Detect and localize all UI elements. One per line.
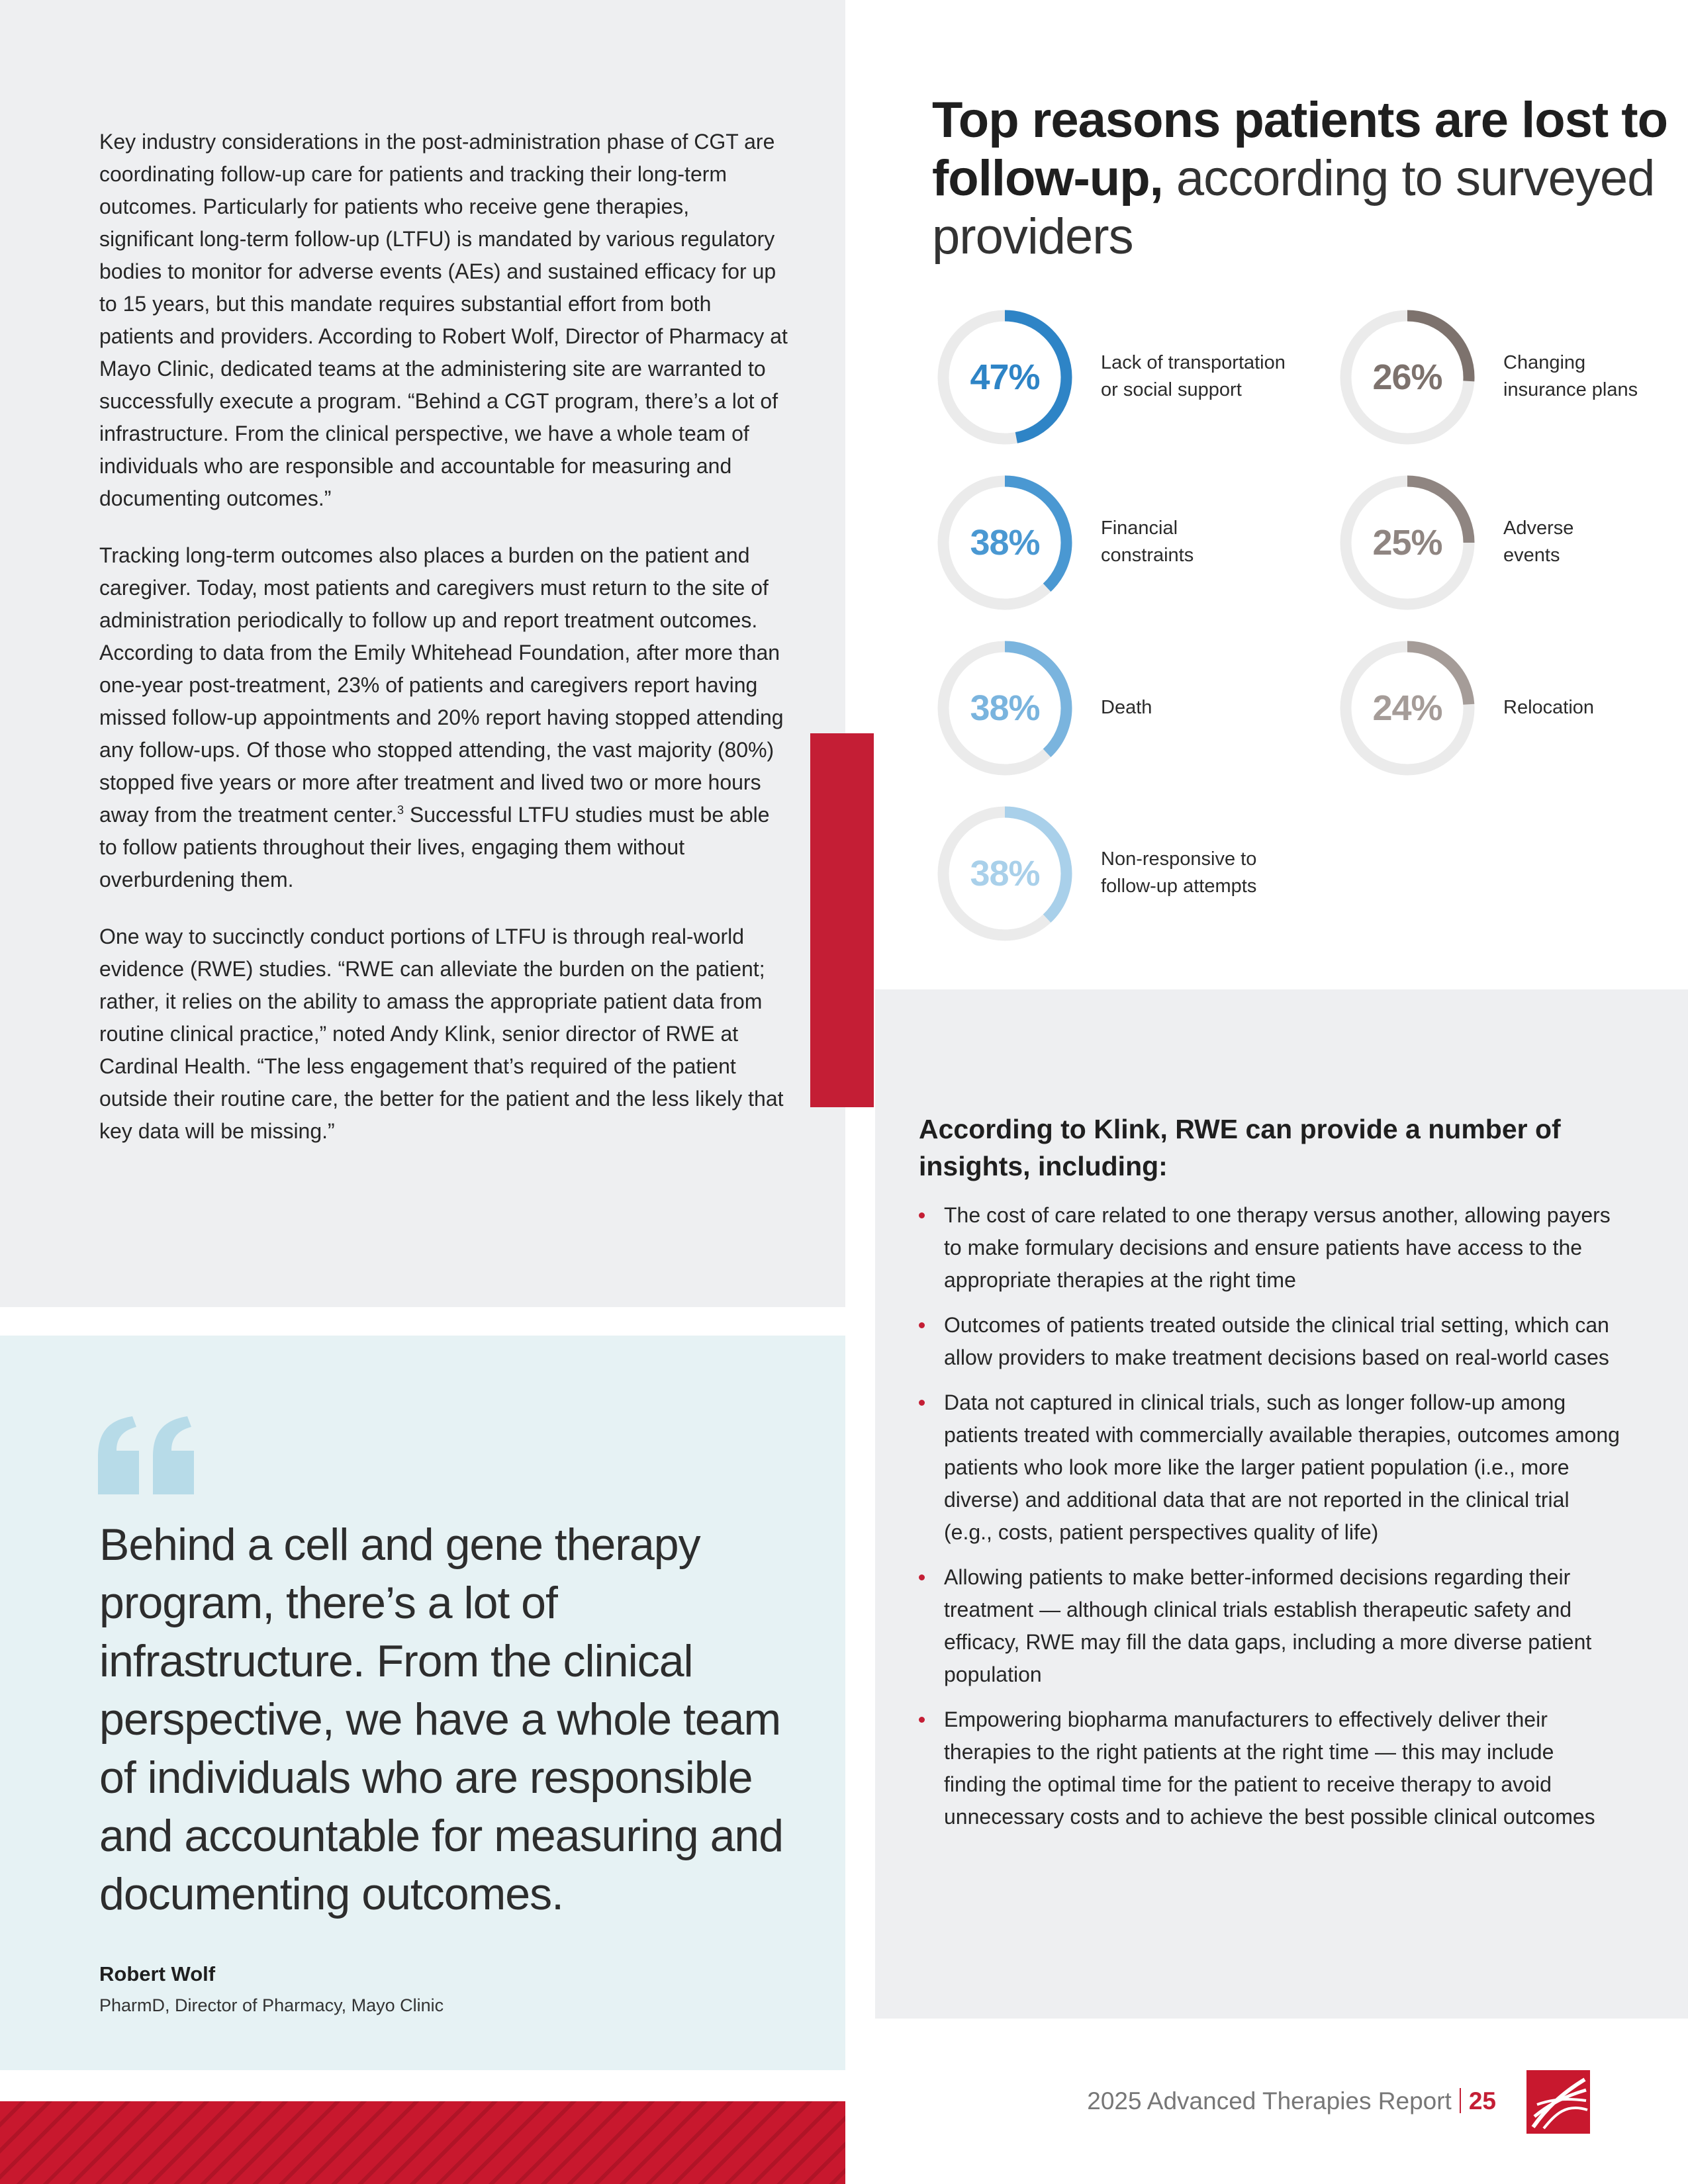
donut-label-line: Relocation <box>1503 697 1595 718</box>
pull-quote-text: Behind a cell and gene therapy program, there’s a lot of infrastructure. From the clinical perspective, we have a whole team of individuals who are responsible and accountable for measuring and documenting outcomes. <box>99 1520 784 1919</box>
bullet-icon <box>919 1574 925 1580</box>
red-hatch-band <box>0 2101 845 2184</box>
donut-percent: 38% <box>970 688 1040 728</box>
donut-percent: 24% <box>1372 688 1442 728</box>
list-item: Empowering biopharma manufacturers to effectively deliver their therapies to the right patients at the right time — this may include finding the optimal time for the patient to receive therapy to avoid unnecessary costs and to achieve the best possible clinical outcomes <box>919 1704 1620 1833</box>
donut-label <box>1101 694 1152 721</box>
body-text <box>99 126 788 1172</box>
donut-item <box>1335 635 1688 781</box>
donut-label-line: Financial <box>1101 518 1178 539</box>
list-item: Allowing patients to make better-informed decisions regarding their treatment — although clinical trials establish therapeutic safety and efficacy, RWE may fill the data gaps, including a more diverse patient population <box>919 1561 1620 1691</box>
list-item: Outcomes of patients treated outside the clinical trial setting, which can allow providers to make treatment decisions based on real-world cases <box>919 1309 1620 1374</box>
insights-list <box>919 1199 1620 1833</box>
bullet-icon <box>919 1322 925 1328</box>
body-paragraph-1: Key industry considerations in the post-administration phase of CGT are coordinating follow-up care for patients and tracking their long-term outcomes. Particularly for patients who receive gene therapies, significant long-term follow-up (LTFU) is mandated by various regulatory bodies to monitor for adverse events (AEs) and sustained efficacy for up to 15 years, but this mandate requires substantial effort from both patients and providers. According to Robert Wolf, Director of Pharmacy at Mayo Clinic, dedicated teams at the administering site are warranted to successfully execute a program. “Behind a CGT program, there’s a lot of infrastructure. From the clinical perspective, we have a whole team of individuals who are responsible and accountable for measuring and documenting outcomes.” <box>99 130 788 510</box>
donut-percent: 47% <box>970 357 1040 397</box>
donut-label-line: follow-up attempts <box>1101 876 1257 897</box>
list-item: The cost of care related to one therapy versus another, allowing payers to make formulary decisions and ensure patients have access to the appropriate therapies at the right time <box>919 1199 1620 1297</box>
bullet-icon <box>919 1717 925 1723</box>
donut-label-line: Changing <box>1503 352 1586 373</box>
donut-item <box>932 801 1303 946</box>
report-title: 2025 Advanced Therapies Report <box>1087 2087 1452 2115</box>
donut-label-line: events <box>1503 545 1560 566</box>
list-item: Data not captured in clinical trials, such as longer follow-up among patients treated with commercially available therapies, outcomes among patients who look more like the larger patient population (i.e., more diverse) and additional data that are not reported in the clinical trial (e.g., costs, patient perspectives quality of life) <box>919 1387 1620 1549</box>
insights-section <box>919 1111 1620 1846</box>
donut-item <box>1335 470 1688 615</box>
footer-separator <box>1460 2088 1461 2113</box>
quote-author-name: Robert Wolf <box>99 1962 216 1985</box>
donut-item <box>932 304 1303 450</box>
donut-label-line: Non-responsive to <box>1101 848 1257 870</box>
page-footer <box>1033 2085 1496 2118</box>
donut-percent: 25% <box>1372 523 1442 563</box>
donut-label <box>1101 846 1256 900</box>
donut-percent: 38% <box>970 523 1040 563</box>
insights-heading: According to Klink, RWE can provide a number of insights, including: <box>919 1114 1561 1181</box>
donut-label <box>1503 515 1573 569</box>
donut-label-line: Death <box>1101 697 1152 718</box>
donut-label <box>1503 694 1594 721</box>
donut-item <box>932 635 1303 781</box>
bullet-icon <box>919 1400 925 1406</box>
footnote-ref: 3 <box>397 803 404 817</box>
donut-label <box>1101 349 1286 404</box>
quote-mark-icon <box>98 1416 194 1494</box>
cardinal-health-logo-icon <box>1526 2070 1590 2134</box>
donut-label-line: constraints <box>1101 545 1194 566</box>
body-paragraph-3: One way to succinctly conduct portions of LTFU is through real-world evidence (RWE) studies. “RWE can alleviate the burden on the patient; rather, it relies on the ability to amass the appropriate patient data from routine clinical practice,” noted Andy Klink, senior director of RWE at Cardinal Health. “The less engagement that’s required of the patient outside their routine care, the better for the patient and the less likely that key data will be missing.” <box>99 925 784 1143</box>
donut-label-line: or social support <box>1101 379 1242 400</box>
donut-percent: 38% <box>970 854 1040 893</box>
donut-item <box>1335 304 1688 450</box>
donut-item <box>932 470 1303 615</box>
donut-label <box>1101 515 1194 569</box>
donut-label-line: Adverse <box>1503 518 1574 539</box>
quote-author-role: PharmD, Director of Pharmacy, Mayo Clinic <box>99 1995 444 2015</box>
donut-percent: 26% <box>1372 357 1442 397</box>
donut-label-line: insurance plans <box>1503 379 1638 400</box>
donut-label-line: Lack of transportation <box>1101 352 1286 373</box>
body-paragraph-2: Tracking long-term outcomes also places a burden on the patient and caregiver. Today, most patients and caregivers must return to the site of administration periodically to follow up and report treatment outcomes. According to data from the Emily Whitehead Foundation, after more than one-year post-treatment, 23% of patients and caregivers report having missed follow-up appointments and 20% report having stopped attending any follow-ups. Of those who stopped attending, the vast majority (80%) stopped five years or more after treatment and lived two or more hours away from the treatment center.$^3$ Successful LTFU studies must be able to follow patients throughout their lives, engaging them without overburdening them. <box>99 543 784 891</box>
red-accent-bar <box>810 733 874 1107</box>
chart-title: Top reasons patients are lost to follow-up, according to surveyed providers <box>932 92 1668 265</box>
donut-label <box>1503 349 1638 404</box>
bullet-icon <box>919 1212 925 1218</box>
page-number: 25 <box>1468 2087 1496 2115</box>
